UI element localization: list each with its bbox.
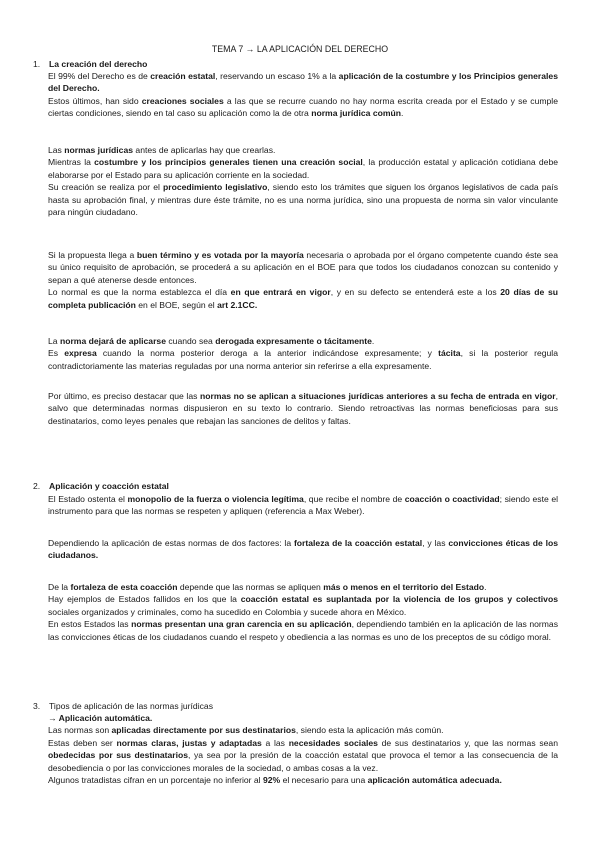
text: Por último, es preciso destacar que las <box>48 391 201 401</box>
bold-text: normas claras, justas y adaptadas <box>116 737 262 748</box>
section-2-heading: 2. Aplicación y coacción estatal <box>33 481 169 491</box>
bold-text: buen término y es votada por la mayoría <box>136 250 304 260</box>
bold-text: convicciones éticas de los ciudadanos. <box>48 538 558 561</box>
text: . <box>484 582 487 592</box>
paragraph <box>48 347 558 372</box>
bold-text: más o menos en el territorio del Estado <box>323 582 485 592</box>
text: , siendo esto los trámites que siguen los órganos legislativos de cada país hasta su aprobación final, y mientras dure éste trámite, no es una norma jurídica, sino una propuesta de norma sin valor vinculante para ningún ciudadano. <box>48 182 559 218</box>
text: Las <box>48 145 65 155</box>
text: El 99% del Derecho es de <box>48 71 151 81</box>
text: a las que se recurre cuando no hay norma escrita creada por el Estado y se cumple ciertas condiciones, siendo en tal caso su aplicación como la de otra <box>48 95 558 119</box>
bold-text: fortaleza de la coacción estatal <box>293 538 423 548</box>
text: el necesario para una <box>280 775 368 786</box>
text: Estas deben ser <box>48 737 117 748</box>
text: Lo normal es que la norma establezca el día <box>48 287 231 298</box>
text: , siendo esta la aplicación más común. <box>295 725 444 736</box>
bold-text: aplicadas directamente por sus destinatarios <box>111 725 296 736</box>
text: , dependiendo también en la aplicación de las normas las convicciones éticas de los ciudadanos cuando el respeto y obediencia a las normas es uno de los preceptos de su código moral. <box>48 619 558 642</box>
text: Dependiendo la aplicación de estas normas de dos factores: la <box>48 538 294 548</box>
bold-text: en que entrará en vigor <box>230 287 331 298</box>
text: , la producción estatal y aplicación cotidiana debe elaborarse por el Estado para su aplicación corriente en la sociedad. <box>48 157 559 180</box>
paragraph <box>48 581 558 593</box>
paragraph <box>48 724 558 736</box>
section-1-heading: 1. La creación del derecho <box>33 59 148 69</box>
text: depende que las normas se apliquen <box>177 582 324 592</box>
bold-text: coacción o coactividad <box>404 494 500 504</box>
bold-text: 20 días de su completa publicación <box>48 287 558 310</box>
text: Si la propuesta llega a <box>48 250 137 260</box>
paragraph <box>48 286 558 311</box>
paragraph <box>48 774 558 786</box>
bold-text: norma dejará de aplicarse <box>59 336 166 346</box>
text: cuando sea <box>166 336 216 346</box>
bold-text: costumbre y los principios generales tienen una creación social <box>94 157 363 168</box>
bold-text: art 2.1CC. <box>217 299 258 310</box>
text: sociales organizados y criminales, como ha sucedido en Colombia y sucede ahora en México. <box>48 606 407 617</box>
bold-text: derogada expresamente o tácitamente <box>215 336 372 346</box>
paragraph <box>48 493 558 518</box>
text: El Estado ostenta el <box>48 494 128 504</box>
text: ; siendo este el instrumento para que las normas se respeten y apliquen (referencia a Max Weber). <box>48 494 559 517</box>
section-2-body <box>48 493 558 518</box>
section-3-heading: 3. Tipos de aplicación de las normas jurídicas <box>33 701 213 711</box>
text: . <box>371 336 375 346</box>
bold-text: aplicación de la costumbre y los Principios generales del Derecho. <box>48 71 558 94</box>
section-1-body-b <box>48 144 558 218</box>
section-2-body-b <box>48 537 558 562</box>
text: , ya sea por la presión de la coacción estatal que provoca el temor a las consecuencia de la desobediencia o por las convicciones morales de la sociedad, o ambas cosas a la vez. <box>48 750 558 773</box>
bold-text: aplicación automática adecuada. <box>367 775 502 786</box>
text: Estos últimos, han sido <box>48 95 142 106</box>
text: La <box>48 336 60 346</box>
section-2-body-c <box>48 581 558 643</box>
text: a las <box>261 737 289 748</box>
page-title: TEMA 7 → LA APLICACIÓN DEL DERECHO <box>211 44 389 54</box>
text: , y en su defecto se entenderá este a los <box>330 287 501 298</box>
paragraph <box>48 335 558 347</box>
bold-text: creación estatal <box>150 71 216 81</box>
section-1-body <box>48 70 558 120</box>
text: , salvo que determinadas normas dispusieron en su texto lo contrario. Siendo retroactivas las normas beneficiosas para sus destinatarios, como leyes penales que rebajan las sanciones de delitos y faltas. <box>48 391 558 426</box>
bold-text: expresa <box>64 348 97 359</box>
text: En estos Estados las <box>48 619 132 630</box>
text: , y las <box>422 538 449 548</box>
text: antes de aplicarlas hay que crearlas. <box>133 145 276 155</box>
text: en el BOE, según el <box>135 299 218 310</box>
bold-text: coacción estatal es suplantada por la violencia de los grupos y colectivos <box>240 594 558 605</box>
bold-text: creaciones sociales <box>141 95 224 106</box>
paragraph <box>48 249 558 286</box>
bold-text: normas no se aplican a situaciones jurídicas anteriores a su fecha de entrada en vigor <box>200 391 556 401</box>
text: Es <box>48 348 65 359</box>
text: , si la posterior regula contradictoriamente las materias reguladas por una norma anterior sin referirse a ella expresamente. <box>48 348 558 371</box>
paragraph <box>48 144 558 156</box>
text: Su creación se realiza por el <box>48 182 163 193</box>
paragraph <box>48 593 558 618</box>
bold-text: fortaleza de esta coacción <box>70 582 178 592</box>
bold-text: normas presentan una gran carencia en su aplicación <box>131 619 352 630</box>
section-1-body-c <box>48 249 558 311</box>
section-1-body-d <box>48 335 558 372</box>
paragraph <box>48 618 558 643</box>
paragraph <box>48 537 558 562</box>
paragraph <box>48 70 558 95</box>
text: de sus destinatarios y, que las normas sean <box>377 737 558 748</box>
text: Algunos tratadistas cifran en un porcentaje no inferior al <box>48 775 263 786</box>
text: De la <box>48 582 71 592</box>
bold-text: obedecidas por sus destinatarios <box>48 750 189 761</box>
bold-text: necesidades sociales <box>288 737 378 748</box>
text: Hay ejemplos de Estados fallidos en los que la <box>48 594 241 605</box>
text: . <box>401 108 404 119</box>
bold-text: procedimiento legislativo <box>163 182 268 193</box>
text: , reservando un escaso 1% a la <box>215 71 339 81</box>
text: necesaria o aprobada por el órgano competente cuando éste sea su único requisito de aprobación, se procederá a su aplicación en el BOE para que todos los ciudadanos conozcan su contenido y sepan a qué atenerse desde entonces. <box>48 250 558 285</box>
paragraph <box>48 390 558 427</box>
bold-text: normas jurídicas <box>64 145 134 155</box>
text: cuando la norma posterior deroga a la anterior indicándose expresamente; y <box>96 348 439 359</box>
paragraph <box>48 95 558 120</box>
paragraph <box>48 156 558 181</box>
section-3-body <box>48 712 558 786</box>
bold-text: monopolio de la fuerza o violencia legítima <box>127 494 304 504</box>
text: Mientras la <box>48 157 95 168</box>
bold-text: norma jurídica común <box>311 108 401 119</box>
section-1-body-e <box>48 390 558 427</box>
subheading: → Aplicación automática. <box>48 713 153 723</box>
paragraph <box>48 737 558 774</box>
text: , que recibe el nombre de <box>303 494 405 504</box>
paragraph <box>48 181 558 218</box>
bold-text: 92% <box>262 775 281 786</box>
text: Las normas son <box>48 725 112 736</box>
bold-text: tácita <box>438 348 461 359</box>
